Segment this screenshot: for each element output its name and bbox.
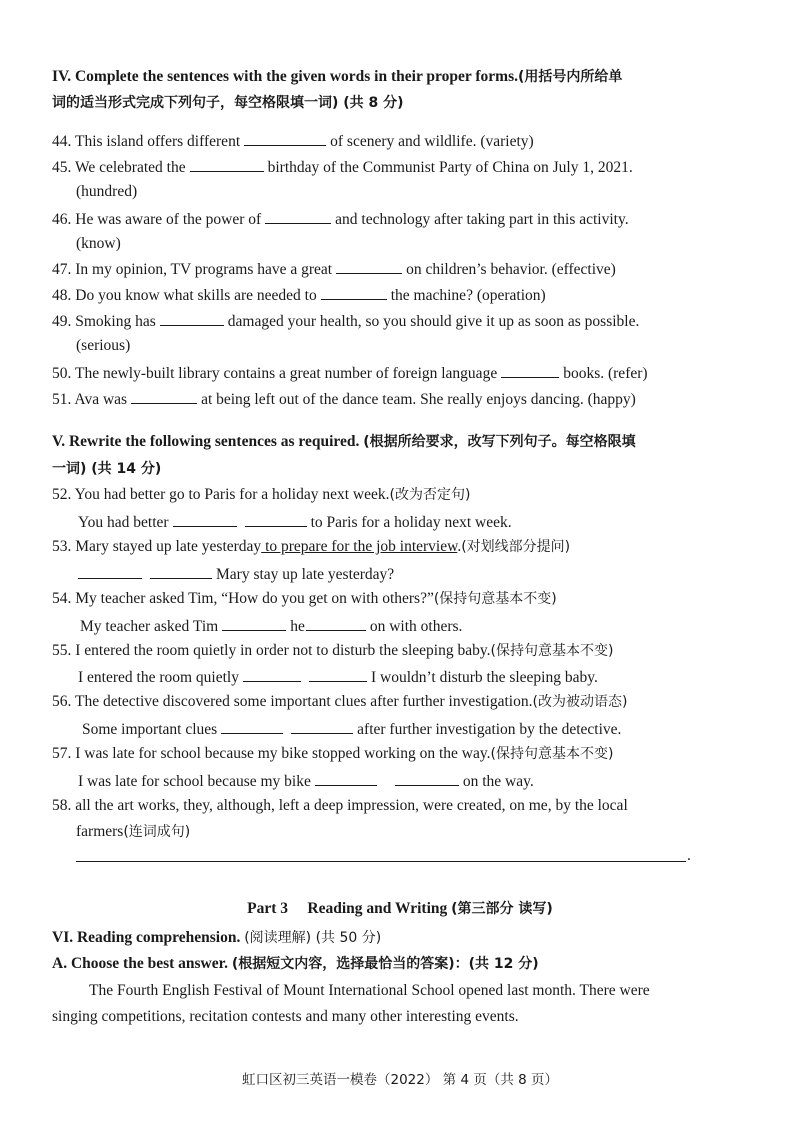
q54-text-b1: My teacher asked Tim: [80, 618, 219, 635]
question-58-cont: [76, 822, 190, 842]
passage-text-1: The Fourth English Festival of Mount International School opened last month. There were: [89, 982, 650, 999]
q55-instruction: (保持句意基本不变): [490, 643, 614, 659]
q53-underlined-part: to prepare for the job interview: [261, 538, 458, 555]
q51-text-b: at being left out of the dance team. She really enjoys dancing. (happy): [201, 391, 636, 408]
passage-line-2: [52, 1007, 519, 1027]
q49-hint: (serious): [76, 337, 131, 354]
q54-text-b2: he: [290, 618, 305, 635]
q47-text-a: 47. In my opinion, TV programs have a great: [52, 261, 333, 278]
q52-text-b1: You had better: [78, 514, 169, 531]
q53-text-b: Mary stay up late yesterday?: [216, 566, 395, 583]
question-56-answer: [82, 718, 621, 740]
q50-text-b: books. (refer): [563, 365, 648, 382]
section-5-title-en: V. Rewrite the following sentences as required.: [52, 433, 360, 450]
q52-blank-2[interactable]: [245, 511, 307, 527]
question-51: [52, 388, 636, 410]
q56-blank-1[interactable]: [221, 718, 283, 734]
question-49-hint: [76, 336, 130, 356]
passage-line-1: [89, 981, 650, 1001]
q55-blank-1[interactable]: [243, 666, 301, 682]
q54-blank-2[interactable]: [306, 615, 366, 631]
section-5-title: [52, 432, 636, 452]
q47-text-b: on children’s behavior. (effective): [406, 261, 616, 278]
q44-text-a: 44. This island offers different: [52, 133, 241, 150]
question-54: [52, 589, 557, 609]
section-6-title: [52, 928, 381, 948]
part-3-title-zh: (第三部分 读写): [451, 901, 553, 917]
q48-text-b: the machine? (operation): [390, 287, 546, 304]
q54-text-a: 54. My teacher asked Tim, “How do you get on with others?”: [52, 590, 434, 607]
q56-blank-2[interactable]: [291, 718, 353, 734]
passage-text-2: singing competitions, recitation contests and many other interesting events.: [52, 1008, 519, 1025]
section-4-title-cont: [52, 93, 404, 113]
section-4-title-zh-cont: 词的适当形式完成下列句子，每空格限填一词) (共 8 分): [52, 95, 404, 111]
section-4-title-zh: (用括号内所给单: [517, 69, 623, 85]
section-4-title: [52, 67, 622, 87]
question-53: [52, 537, 570, 557]
q45-blank[interactable]: [190, 156, 264, 172]
q45-text-b: birthday of the Communist Party of China on July 1, 2021.: [267, 159, 633, 176]
question-47: [52, 258, 616, 280]
q44-text-b: of scenery and wildlife. (variety): [330, 133, 534, 150]
q57-blank-1[interactable]: [315, 770, 377, 786]
question-46: [52, 208, 629, 230]
section-a-title-en: A. Choose the best answer.: [52, 955, 228, 972]
q58-text-b: farmers: [76, 823, 124, 840]
q58-period: [687, 846, 691, 866]
q55-text-a: 55. I entered the room quietly in order not to disturb the sleeping baby.: [52, 642, 491, 659]
question-55-answer: [78, 666, 598, 688]
q54-blank-1[interactable]: [222, 615, 286, 631]
q57-blank-2[interactable]: [395, 770, 459, 786]
question-56: [52, 692, 627, 712]
page-footer: 虹口区初三英语一模卷（2022） 第 4 页（共 8 页）: [242, 1072, 558, 1088]
q58-instruction: (连词成句): [123, 824, 191, 840]
q51-blank[interactable]: [131, 388, 197, 404]
q56-instruction: (改为被动语态): [532, 694, 628, 710]
q53-blank-2[interactable]: [150, 563, 212, 579]
q54-instruction: (保持句意基本不变): [433, 591, 557, 607]
section-6-title-zh: (阅读理解) (共 50 分): [244, 930, 382, 946]
q49-text-a: 49. Smoking has: [52, 313, 156, 330]
question-55: [52, 641, 613, 661]
q50-blank[interactable]: [501, 362, 559, 378]
question-48: [52, 284, 546, 306]
q46-text-b: and technology after taking part in this activity.: [335, 211, 629, 228]
q53-text-a: 53. Mary stayed up late yesterday: [52, 538, 262, 555]
question-45: [52, 156, 633, 178]
section-5-title-cont: [52, 459, 161, 479]
q46-text-a: 46. He was aware of the power of: [52, 211, 262, 228]
part-3-title: [0, 898, 800, 918]
section-a-title-zh: (根据短文内容，选择最恰当的答案)：(共 12 分): [231, 956, 539, 972]
question-52: [52, 485, 470, 505]
q45-text-a: 45. We celebrated the: [52, 159, 186, 176]
question-57: [52, 744, 613, 764]
question-53-answer: [78, 563, 394, 585]
section-a-title: [52, 954, 539, 974]
section-5-title-zh: (根据所给要求，改写下列句子。每空格限填: [363, 434, 636, 450]
q54-text-b3: on with others.: [369, 618, 463, 635]
section-4-title-en: IV. Complete the sentences with the given words in their proper forms.: [52, 68, 518, 85]
q55-text-b1: I entered the room quietly: [78, 669, 239, 686]
q56-text-b1: Some important clues: [82, 721, 218, 738]
question-44: [52, 130, 534, 152]
question-45-hint: [76, 182, 137, 202]
q56-text-b2: after further investigation by the detective.: [357, 721, 622, 738]
q52-text-a: 52. You had better go to Paris for a holiday next week.: [52, 486, 390, 503]
section-5-title-zh-cont: 一词) (共 14 分): [52, 461, 162, 477]
q49-blank[interactable]: [160, 310, 224, 326]
q55-blank-2[interactable]: [309, 666, 367, 682]
q55-text-b2: I wouldn’t disturb the sleeping baby.: [370, 669, 598, 686]
q58-end-mark: .: [687, 847, 691, 864]
q52-blank-1[interactable]: [173, 511, 237, 527]
part-3-title-en: Part 3 Reading and Writing: [247, 900, 448, 917]
question-52-answer: [78, 511, 512, 533]
q58-text-a: 58. all the art works, they, although, left a deep impression, were created, on me, by the local: [52, 797, 628, 814]
question-49: [52, 310, 639, 332]
q56-text-a: 56. The detective discovered some important clues after further investigation.: [52, 693, 533, 710]
q58-answer-line[interactable]: [76, 861, 686, 862]
question-58: [52, 796, 628, 816]
q57-text-b2: on the way.: [462, 773, 534, 790]
q53-period: .: [457, 538, 462, 555]
q46-blank[interactable]: [265, 208, 331, 224]
q52-instruction: (改为否定句): [389, 487, 471, 503]
q57-instruction: (保持句意基本不变): [490, 746, 614, 762]
q53-blank-1[interactable]: [78, 563, 142, 579]
q50-text-a: 50. The newly-built library contains a great number of foreign language: [52, 365, 498, 382]
q44-blank[interactable]: [244, 130, 326, 146]
q53-instruction: (对划线部分提问): [461, 539, 571, 555]
section-6-title-en: VI. Reading comprehension.: [52, 929, 241, 946]
q52-text-b2: to Paris for a holiday next week.: [310, 514, 512, 531]
question-50: [52, 362, 648, 384]
question-46-hint: [76, 234, 121, 254]
question-54-answer: [80, 615, 462, 637]
q48-blank[interactable]: [321, 284, 387, 300]
q49-text-b: damaged your health, so you should give it up as soon as possible.: [227, 313, 640, 330]
q57-text-a: 57. I was late for school because my bike stopped working on the way.: [52, 745, 491, 762]
q51-text-a: 51. Ava was: [52, 391, 128, 408]
question-57-answer: [78, 770, 534, 792]
q48-text-a: 48. Do you know what skills are needed to: [52, 287, 317, 304]
q46-hint: (know): [76, 235, 121, 252]
q47-blank[interactable]: [336, 258, 402, 274]
q45-hint: (hundred): [76, 183, 138, 200]
q57-text-b1: I was late for school because my bike: [78, 773, 311, 790]
